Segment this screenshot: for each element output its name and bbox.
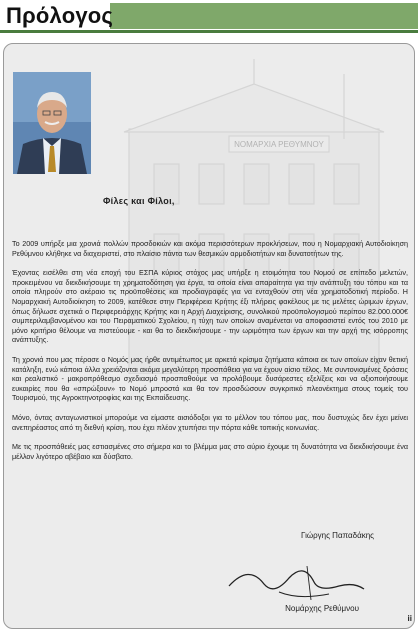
paragraph-4: Μόνο, όντας ανταγωνιστικοί μπορούμε να είμαστε αισιόδοξοι για το μέλλον του τόπου μας, που δυστυχώς δεν έχει μείνει ανεπηρέαστος από τη διεθνή κρίση, που έχει πλέον χτυπήσει την πόρτα κάθε τοπικής κοινωνίας. [12, 412, 408, 432]
header-rule [0, 30, 418, 33]
content-panel [3, 43, 415, 629]
paragraph-3: Τη χρονιά που μας πέρασε ο Νομός μας ήρθε αντιμέτωπος με αρκετά κρίσιμα ζητήματα κάποια εκ των οποίων είχαν θετική κατάληξη, ενώ κάποια άλλα χρειάζονται ακόμα μεγαλύτερη προσπάθεια για να έχουν αίσιο τέλος. Με συντονισμένες δράσεις και ρεαλιστικό - μακροπρόθεσμο σχεδιασμό προσπαθούμε να προλάβουμε δυσάρεστες εξελίξεις και να αξιοποιήσουμε ευκαιρίες που θα «σπρώξουν» το Νομό μπροστά και θα τον προσδώσουν συγκριτικό πλεονέκτημα στους τομείς του Τουρισμού, της Αγροκτηνοτροφίας και της Εκπαίδευσης. [12, 354, 408, 403]
page-header [0, 0, 418, 34]
photo-caption: Φίλες και Φίλοι, [103, 196, 175, 206]
portrait-figure [13, 72, 91, 174]
paragraph-1: Το 2009 υπήρξε μια χρονιά πολλών προσδοκιών και ακόμα περισσότερων προκλήσεων, που η Νομαρχιακή Αυτοδιοίκηση Ρεθύμνου κλήθηκε να διαχειριστεί, στο πλαίσιο πάντα των θεσμικών αρμοδιοτήτων και δυνατοτήτων της. [12, 239, 408, 258]
page-title: Πρόλογος [6, 3, 114, 28]
paragraph-2: Έχοντας εισέλθει στη νέα εποχή του ΕΣΠΑ κύριος στόχος μας υπήρξε η ετοιμότητα του Νομού σε επίπεδο μελετών, προκειμένου να διεκδικήσουμε τη χρηματοδότηση για έργα, τα οποία είναι απαραίτητα για την ανάπτυξη του τόπου και τα οποία πληρούν στο ακέραιο τις προϋποθέσεις και προδιαγραφές για να ενταχθούν στη νέα χρηματοδοτική περίοδο. Η Νομαρχιακή Αυτοδιοίκηση το 2009, κατέθεσε στην Περιφέρεια Κρήτης έξι πλήρεις φακέλους με τις μελέτες ώριμων έργων, όπως δήλωσε σχετικά ο Περιφερειάρχης Κρήτης και η Αρχή Διαχείρισης, συνολικού προϋπολογισμού περίπου 82.000.000€ συμπεριλαμβανομένου και του Πειραματικού Σχολείου, η τύχη των οποίων αναμένεται να αποφασιστεί εντός του 2010 με μόνο κριτήριο θέλουμε να πιστεύουμε - και θα το διεκδικήσουμε - την ωριμότητα των έργων και την αρχή της ισόρροπης ανάπτυξης. [12, 268, 408, 345]
building-sign-text: ΝΟΜΑΡΧΙΑ ΡΕΘΥΜΝΟΥ [234, 140, 324, 149]
signatory-name: Γιώργης Παπαδάκης [301, 531, 374, 540]
header-accent-bar [110, 3, 418, 29]
body-text [12, 239, 408, 471]
paragraph-5: Με τις προσπάθειές μας εστιασμένες στο σήμερα και το βλέμμα μας στο αύριο έχουμε τη δυνατότητα να διεκδικήσουμε ένα μέλλον λιγότερο αβέβαιο και δύσβατο. [12, 442, 408, 461]
page-number: ii [407, 614, 412, 623]
handwritten-signature [219, 556, 369, 606]
portrait-photo [13, 72, 91, 174]
signatory-title: Νομάρχης Ρεθύμνου [285, 604, 359, 613]
